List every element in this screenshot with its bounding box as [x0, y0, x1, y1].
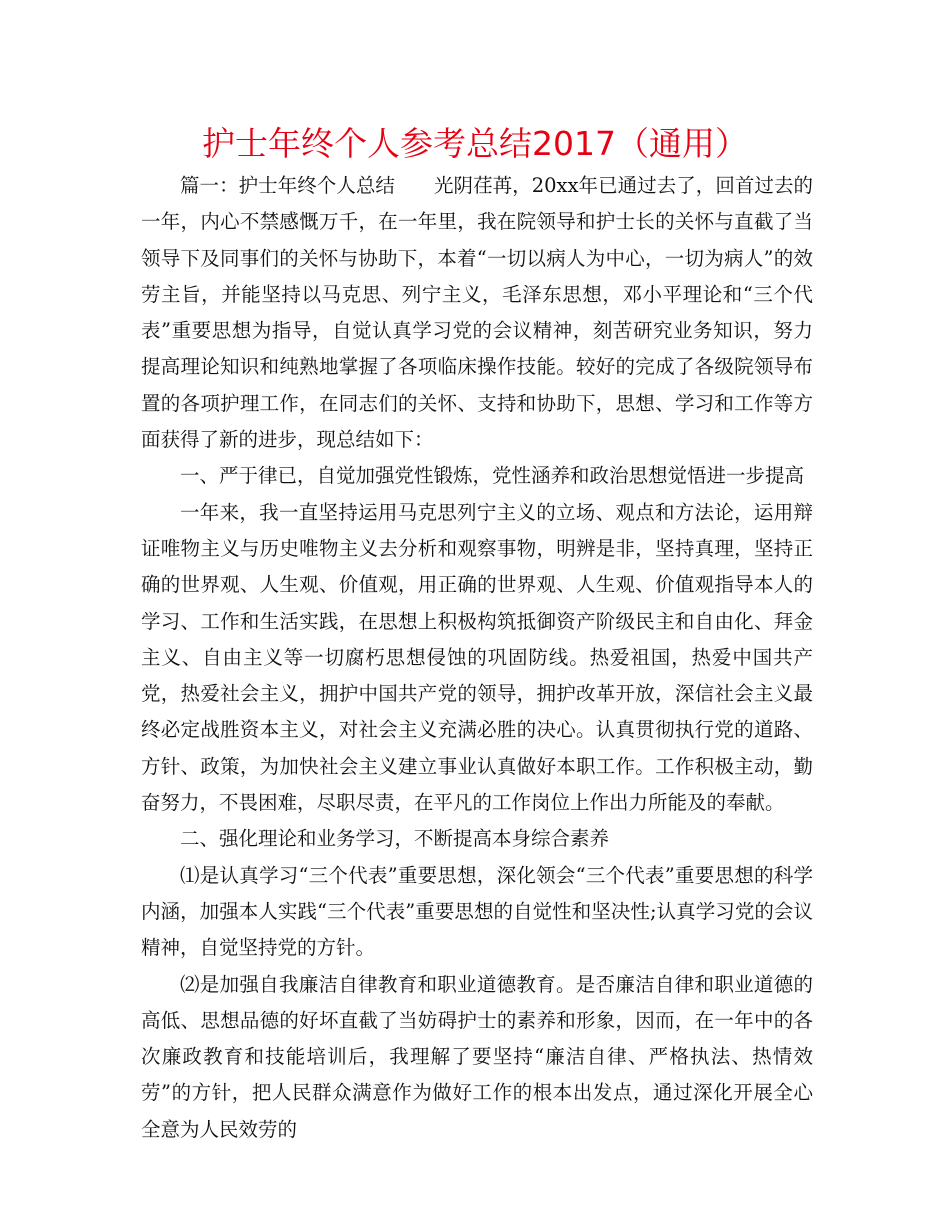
document-title: 护士年终个人参考总结2017（通用）	[202, 124, 748, 163]
section2-heading: 二、强化理论和业务学习，不断提高本身综合素养	[180, 827, 610, 851]
section1-paragraph: 一年来，我一直坚持运用马克思列宁主义的立场、观点和方法论，运用辩证唯物主义与历史唯物主义去分析和观察事物，明辨是非，坚持真理，坚持正确的世界观、人生观、价值观，用正确的世界观、人生观、价值观指导本人的学习、工作和生活实践，在思想上积极构筑抵御资产阶级民主和自由化、拜金主义、自由主义等一切腐朽思想侵蚀的巩固防线。热爱祖国，热爱中国共产党，热爱社会主义，拥护中国共产党的领导，拥护改革开放，深信社会主义最终必定战胜资本主义，对社会主义充满必胜的决心。认真贯彻执行党的道路、方针、政策，为加快社会主义建立事业认真做好本职工作。工作积极主动，勤奋努力，不畏困难，尽职尽责，在平凡的工作岗位上作出力所能及的奉献。	[141, 500, 813, 815]
intro-text: 光阴荏苒，20xx年已通过去了，回首过去的一年，内心不禁感慨万千，在一年里，我在院领导和护士长的关怀与直截了当领导下及同事们的关怀与协助下，本着“一切以病人为中心，一切为病人”的效劳主旨，并能坚持以马克思、列宁主义，毛泽东思想，邓小平理论和“三个代表”重要思想为指导，自觉认真学习党的会议精神，刻苦研究业务知识，努力提高理论知识和纯熟地掌握了各项临床操作技能。较好的完成了各级院领导布置的各项护理工作，在同志们的关怀、支持和协助下，思想、学习和工作等方面获得了新的进步，现总结如下：	[141, 174, 813, 452]
section1-heading: 一、严于律已，自觉加强党性锻炼，党性涵养和政治思想觉悟进一步提高	[180, 464, 805, 488]
section2-item-2: ⑵是加强自我廉洁自律教育和职业道德教育。是否廉洁自律和职业道德的高低、思想品德的好坏直截了当妨碍护士的素养和形象，因而，在一年中的各次廉政教育和技能培训后，我理解了要坚持“廉洁自律、严格执法、热情效劳”的方针，把人民群众满意作为做好工作的根本出发点，通过深化开展全心全意为人民效劳的	[141, 972, 813, 1141]
intro-paragraph	[141, 168, 813, 458]
section2-item-1: ⑴是认真学习“三个代表”重要思想，深化领会“三个代表”重要思想的科学内涵，加强本人实践“三个代表”重要思想的自觉性和坚决性;认真学习党的会议精神，自觉坚持党的方针。	[141, 863, 813, 960]
intro-label: 篇一：护士年终个人总结	[180, 174, 395, 197]
document-body	[141, 168, 813, 1148]
